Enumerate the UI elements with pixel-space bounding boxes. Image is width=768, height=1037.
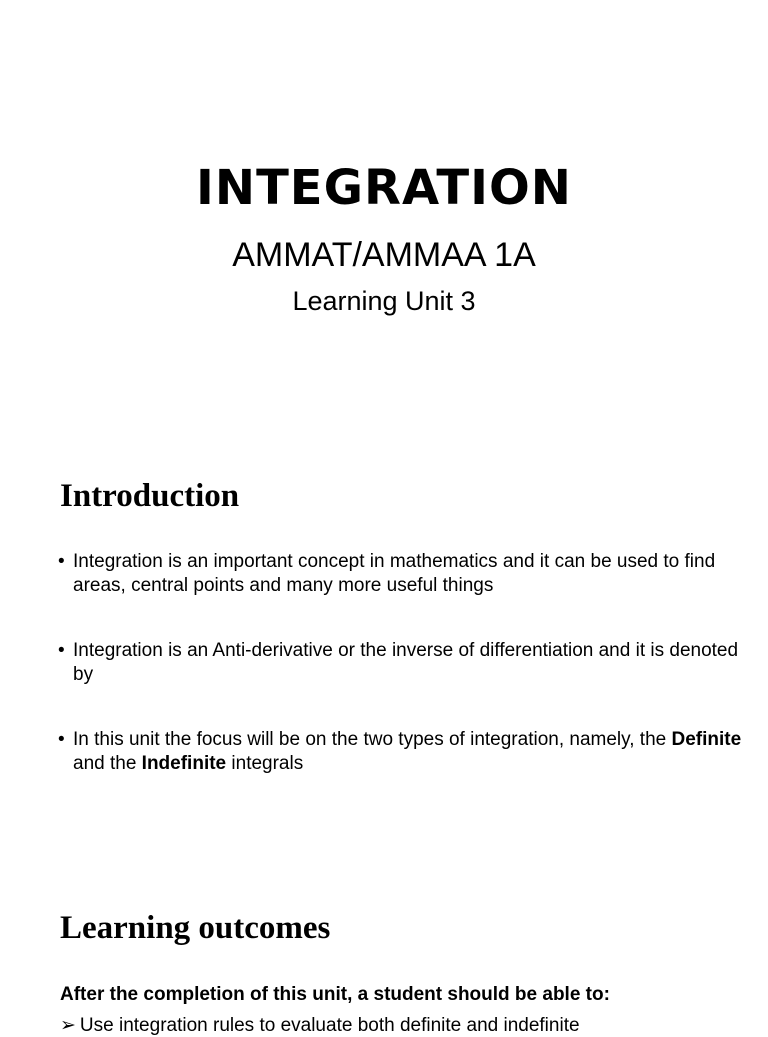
bullet-icon: • [58,551,65,572]
bullet-icon: • [58,640,65,661]
bullet-text-end: integrals [226,753,304,774]
indefinite-term: Indefinite [141,753,227,774]
introduction-heading: Introduction [60,478,240,514]
arrow-bullet-icon: ➢ [60,1015,76,1036]
bullet-text: Integration is an Anti-derivative or the inverse of differentiation and it is denoted by [73,640,739,685]
list-item [58,639,753,687]
outcome-text: Use integration rules to evaluate both definite and indefinite [79,1015,580,1036]
learning-unit-label: Learning Unit 3 [292,286,476,316]
bullet-text: Integration is an important concept in mathematics and it can be used to find areas, central points and many more useful things [73,551,716,596]
outcomes-lead-text: After the completion of this unit, a student should be able to: [60,984,610,1005]
list-item [58,550,753,598]
bullet-icon: • [58,729,65,750]
learning-outcomes-heading: Learning outcomes [60,910,331,946]
definite-term: Definite [671,729,742,750]
bullet-text-middle: and the [73,753,142,774]
slide-title: INTEGRATION [196,160,572,216]
outcome-item [60,1014,580,1037]
list-item [58,728,753,776]
course-code: AMMAT/AMMAA 1A [232,236,536,274]
bullet-text-start: In this unit the focus will be on the two types of integration, namely, the [73,729,672,750]
